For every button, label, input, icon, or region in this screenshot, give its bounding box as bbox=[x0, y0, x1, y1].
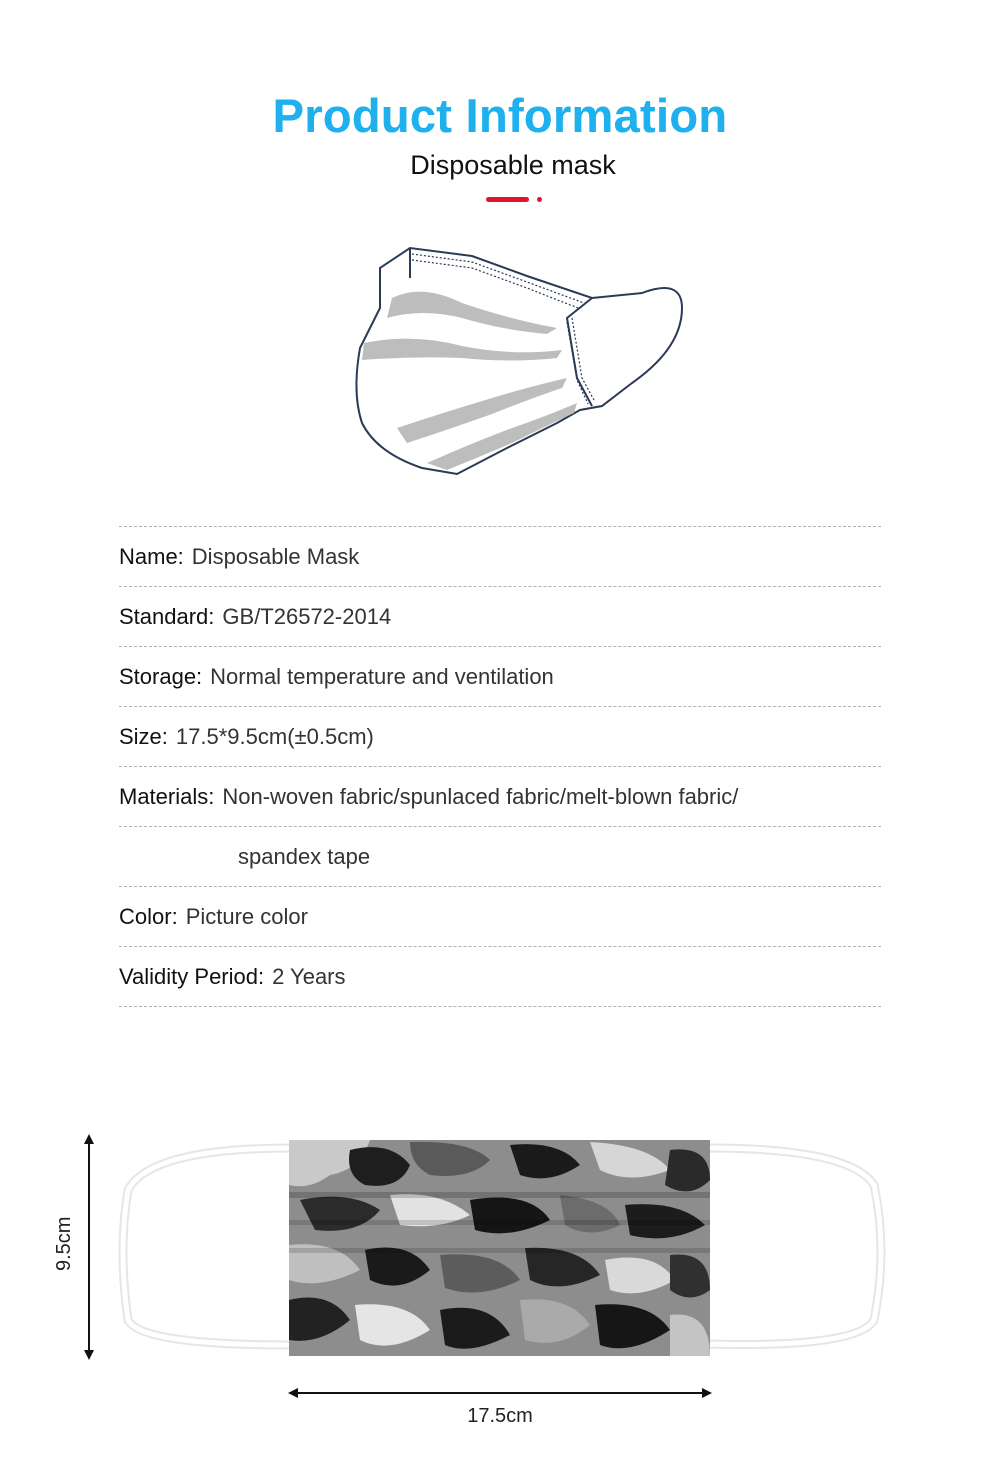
spec-value: 17.5*9.5cm(±0.5cm) bbox=[175, 723, 374, 749]
height-label: 9.5cm bbox=[53, 1216, 75, 1271]
spec-label: Validity Period: bbox=[119, 963, 265, 989]
spec-row-storage bbox=[119, 646, 881, 706]
spec-label: Name: bbox=[119, 543, 184, 569]
camo-mask-photo bbox=[110, 1130, 900, 1370]
spec-label: Standard: bbox=[119, 603, 215, 629]
spec-value: Non-woven fabric/spunlaced fabric/melt-blown fabric/ bbox=[222, 783, 739, 809]
spec-value: GB/T26572-2014 bbox=[222, 603, 392, 629]
width-dimension-arrow-icon bbox=[288, 1383, 712, 1403]
spec-row-materials bbox=[119, 766, 881, 826]
spec-row-standard bbox=[119, 586, 881, 646]
spec-value: 2 Years bbox=[272, 963, 346, 989]
accent-dash bbox=[486, 197, 529, 202]
spec-row-color bbox=[119, 886, 881, 946]
mask-outline-icon bbox=[352, 238, 692, 478]
spec-label: Storage: bbox=[119, 663, 203, 689]
page-subtitle: Disposable mask bbox=[410, 150, 616, 180]
spec-row-validity bbox=[119, 946, 881, 1007]
width-label: 17.5cm bbox=[467, 1405, 533, 1427]
spec-value: Normal temperature and ventilation bbox=[210, 663, 554, 689]
spec-label: Color: bbox=[119, 903, 178, 929]
spec-label: Size: bbox=[119, 723, 168, 749]
spec-value: Picture color bbox=[185, 903, 308, 929]
page-title: Product Information bbox=[0, 88, 1000, 143]
spec-table bbox=[119, 526, 881, 1007]
spec-value: spandex tape bbox=[238, 843, 371, 869]
height-dimension-arrow-icon bbox=[80, 1134, 100, 1360]
spec-row-name bbox=[119, 526, 881, 586]
accent-dot bbox=[537, 197, 542, 202]
spec-row-materials-cont bbox=[119, 826, 881, 886]
spec-label: Materials: bbox=[119, 783, 215, 809]
spec-row-size bbox=[119, 706, 881, 766]
spec-value: Disposable Mask bbox=[191, 543, 360, 569]
